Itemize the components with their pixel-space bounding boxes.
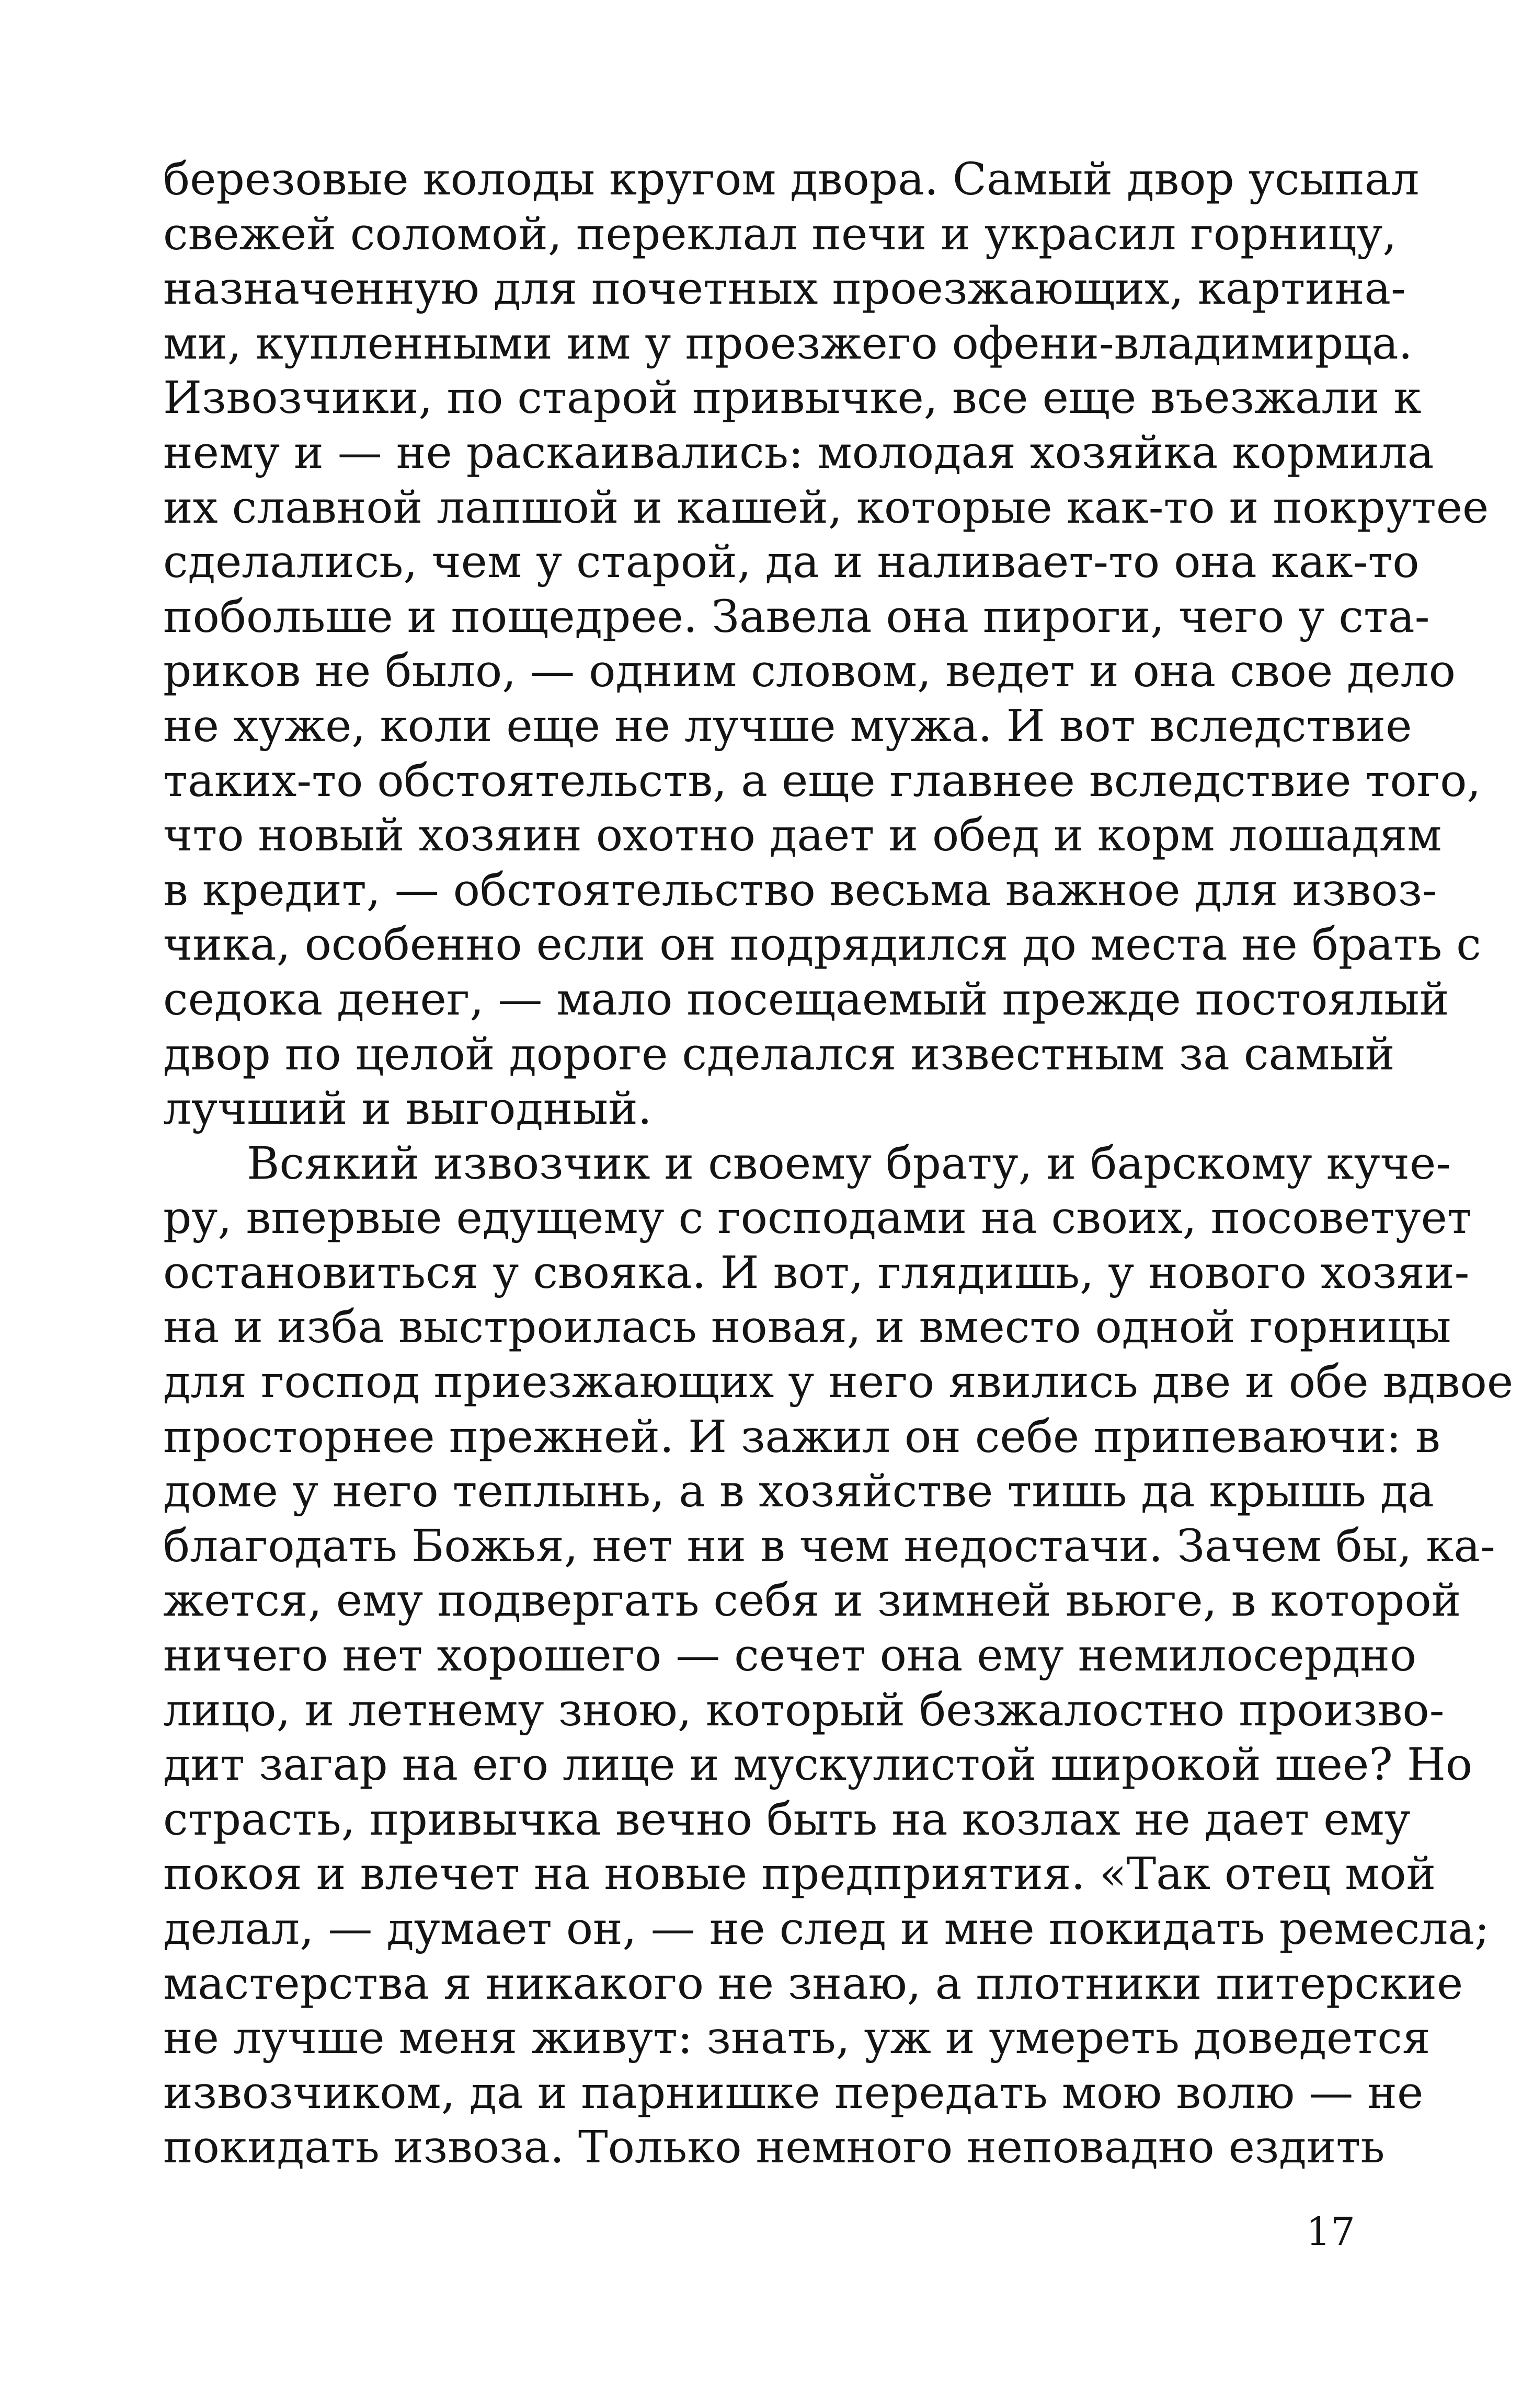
text-line: таких-то обстоятельств, а еще главнее вследствие того, (163, 755, 1481, 807)
text-line: доме у него теплынь, а в хозяйстве тишь да крышь да (163, 1466, 1434, 1518)
text-line: на и изба выстроилась новая, и вместо одной горницы (163, 1301, 1451, 1354)
text-line: остановиться у свояка. И вот, глядишь, у нового хозяи- (163, 1247, 1470, 1299)
text-line: покидать извоза. Только немного неповадно ездить (163, 2122, 1385, 2174)
text-line: нему и — не раскаивались: молодая хозяйка кормила (163, 427, 1434, 479)
text-line: для господ приезжающих у него явились две и обе вдвое (163, 1356, 1514, 1409)
text-line: жется, ему подвергать себя и зимней вьюге, в которой (163, 1575, 1461, 1627)
text-line: березовые колоды кругом двора. Самый двор усыпал (163, 154, 1420, 205)
text-line: в кредит, — обстоятельство весьма важное для извоз- (163, 864, 1437, 916)
text-line: седока денег, — мало посещаемый прежде постоялый (163, 973, 1449, 1026)
text-line: извозчиком, да и парнишке передать мою волю — не (163, 2067, 1424, 2119)
body-text (163, 153, 1514, 2175)
text-line: ру, впервые едущему с господами на своих, посоветует (163, 1192, 1472, 1245)
text-line: сделались, чем у старой, да и наливает-то она как-то (163, 536, 1420, 589)
text-line: благодать Божья, нет ни в чем недостачи. Зачем бы, ка- (163, 1520, 1495, 1572)
text-line: не хуже, коли еще не лучше мужа. И вот вследствие (163, 700, 1412, 752)
text-line: ничего нет хорошего — сечет она ему немилосердно (163, 1630, 1417, 1682)
text-line: что новый хозяин охотно дает и обед и корм лошадям (163, 810, 1442, 862)
text-line: мастерства я никакого не знаю, а плотники питерские (163, 1957, 1463, 2010)
text-line: не лучше меня живут: знать, уж и умереть доведется (163, 2012, 1431, 2065)
text-line-paragraph-start: Всякий извозчик и своему брату, и барскому куче- (247, 1137, 1451, 1190)
text-line: покоя и влечет на новые предприятия. «Так отец мой (163, 1848, 1436, 1900)
text-line: лучший и выгодный. (163, 1083, 652, 1135)
text-line: дит загар на его лице и мускулистой широкой шее? Но (163, 1739, 1473, 1791)
page-number: 17 (1306, 2209, 1355, 2254)
text-line: свежей соломой, переклал печи и украсил горницу, (163, 208, 1397, 260)
text-line: побольше и пощедрее. Завела она пироги, чего у ста- (163, 591, 1430, 643)
text-line: риков не было, — одним словом, ведет и она свое дело (163, 646, 1456, 698)
text-line: страсть, привычка вечно быть на козлах не дает ему (163, 1793, 1411, 1846)
text-line: назначенную для почетных проезжающих, картина- (163, 263, 1406, 315)
text-line: просторнее прежней. И зажил он себе припеваючи: в (163, 1411, 1440, 1463)
text-line: ми, купленными им у проезжего офени-владимирца. (163, 317, 1413, 370)
text-line: двор по целой дороге сделался известным за самый (163, 1028, 1395, 1080)
text-line: их славной лапшой и кашей, которые как-то и покрутее (163, 481, 1489, 534)
text-line: лицо, и летнему зною, который безжалостно произво- (163, 1684, 1445, 1736)
text-line: Извозчики, по старой привычке, все еще въезжали к (163, 372, 1422, 424)
text-line: делал, — думает он, — не след и мне покидать ремесла; (163, 1903, 1490, 1955)
text-line: чика, особенно если он подрядился до места не брать с (163, 919, 1481, 971)
